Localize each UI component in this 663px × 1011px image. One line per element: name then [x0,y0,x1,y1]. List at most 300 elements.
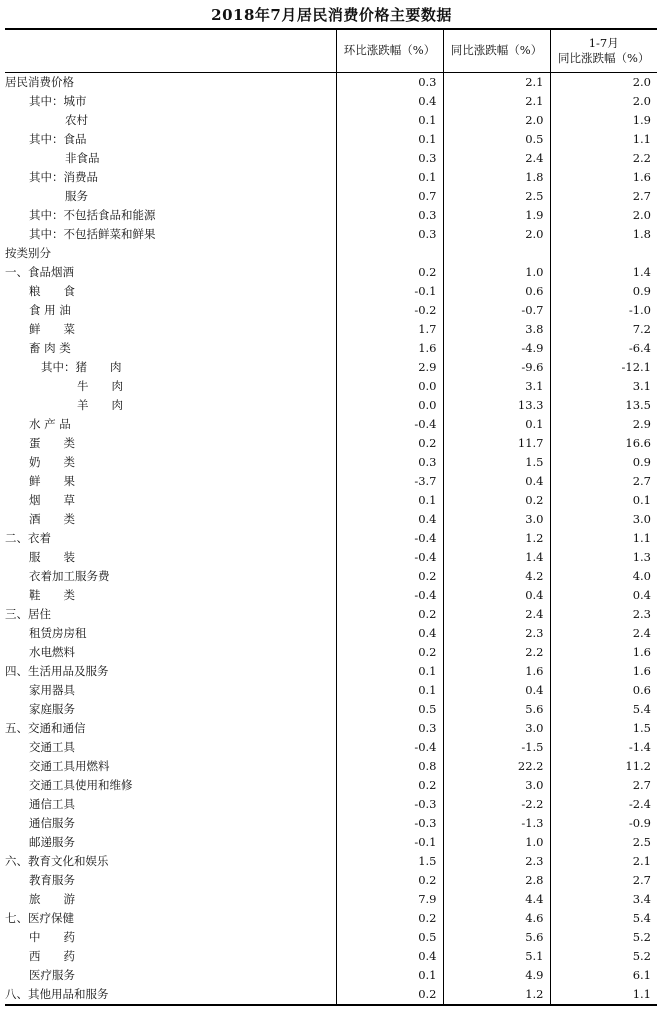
cell-yoy: 5.1 [443,947,550,966]
cell-mom: 0.4 [336,510,443,529]
row-label-text: 家庭服务 [29,701,75,716]
row-label [5,643,336,662]
table-row [5,833,657,852]
cell-mom [336,244,443,263]
row-label [5,833,336,852]
row-label-text: 租赁房房租 [29,625,87,640]
cell-mom: 0.0 [336,377,443,396]
cell-ytd: 2.7 [550,776,657,795]
row-label [5,206,336,225]
header-item [5,29,336,72]
header-row [5,29,657,72]
cell-yoy: 1.4 [443,548,550,567]
row-label-text: 鲜 菜 [29,321,75,336]
cell-ytd: 3.1 [550,377,657,396]
row-label-text: 二、衣着 [5,530,51,545]
cell-yoy: 0.4 [443,681,550,700]
cell-ytd: 1.3 [550,548,657,567]
cell-mom: 0.2 [336,871,443,890]
header-mom: 环比涨跌幅（%） [336,29,443,72]
row-label-text: 其中：不包括鲜菜和鲜果 [29,226,156,241]
row-label-text: 蛋 类 [29,435,75,450]
cell-mom: 0.2 [336,263,443,282]
cell-yoy: 2.4 [443,149,550,168]
cell-yoy: 2.0 [443,225,550,244]
cell-ytd: 0.9 [550,453,657,472]
row-label [5,795,336,814]
cell-ytd: 5.4 [550,909,657,928]
cell-mom: 0.4 [336,947,443,966]
cell-mom: 0.2 [336,776,443,795]
cell-yoy: 3.0 [443,776,550,795]
cell-yoy: 11.7 [443,434,550,453]
row-label-text: 鞋 类 [29,587,75,602]
table-row [5,510,657,529]
cell-ytd: 1.8 [550,225,657,244]
table-row [5,225,657,244]
row-label [5,244,336,263]
cell-ytd: 2.7 [550,187,657,206]
row-label [5,168,336,187]
row-label [5,263,336,282]
row-label [5,491,336,510]
row-label-text: 八、其他用品和服务 [5,986,109,1001]
cell-yoy: 0.4 [443,586,550,605]
table-row [5,757,657,776]
cell-mom: 0.1 [336,681,443,700]
table-row [5,415,657,434]
row-label [5,434,336,453]
cell-mom: -0.3 [336,795,443,814]
cell-yoy: -9.6 [443,358,550,377]
cell-ytd: 0.6 [550,681,657,700]
table-row [5,72,657,92]
cell-yoy: 1.2 [443,529,550,548]
row-label-text: 邮递服务 [29,834,75,849]
cell-yoy: 1.6 [443,662,550,681]
cell-mom: 0.3 [336,206,443,225]
table-row [5,358,657,377]
cell-yoy: 2.1 [443,92,550,111]
table-row [5,187,657,206]
row-label-text: 烟 草 [29,492,75,507]
row-label [5,377,336,396]
cell-mom: 0.1 [336,966,443,985]
table-header [5,29,657,72]
cell-yoy: -4.9 [443,339,550,358]
row-label [5,320,336,339]
row-label-text: 水 产 品 [29,416,71,431]
cell-ytd: 0.1 [550,491,657,510]
cell-ytd: 1.6 [550,662,657,681]
table-row [5,130,657,149]
cell-mom: 1.6 [336,339,443,358]
table-row [5,453,657,472]
cell-ytd: 3.4 [550,890,657,909]
cell-yoy: 22.2 [443,757,550,776]
row-label [5,586,336,605]
cell-yoy: 3.0 [443,510,550,529]
header-ytd-line2: 同比涨跌幅（%） [558,50,650,65]
table-row [5,396,657,415]
cell-ytd: -0.9 [550,814,657,833]
cell-ytd: -12.1 [550,358,657,377]
cell-mom: -0.4 [336,586,443,605]
row-label-text: 其中：城市 [29,93,87,108]
row-label [5,567,336,586]
row-label [5,890,336,909]
row-label [5,130,336,149]
row-label-text: 中 药 [29,929,75,944]
table-row [5,434,657,453]
cell-yoy: 3.8 [443,320,550,339]
row-label [5,529,336,548]
cell-yoy: 4.2 [443,567,550,586]
cell-ytd: 2.2 [550,149,657,168]
row-label [5,358,336,377]
cell-ytd: 2.0 [550,72,657,92]
cell-yoy: 2.8 [443,871,550,890]
cell-yoy: 0.2 [443,491,550,510]
row-label [5,396,336,415]
table-row [5,795,657,814]
cell-mom: 1.5 [336,852,443,871]
row-label-text: 奶 类 [29,454,75,469]
cell-ytd: 1.6 [550,643,657,662]
cell-ytd: -6.4 [550,339,657,358]
cell-mom: 2.9 [336,358,443,377]
row-label-text: 居民消费价格 [5,74,74,89]
cell-ytd: 6.1 [550,966,657,985]
row-label-text: 通信工具 [29,796,75,811]
row-label [5,415,336,434]
cell-mom: 0.3 [336,72,443,92]
cell-ytd: 2.4 [550,624,657,643]
cell-yoy: 5.6 [443,928,550,947]
table-row [5,776,657,795]
cell-mom: -0.3 [336,814,443,833]
cell-mom: -0.1 [336,282,443,301]
cell-yoy: -2.2 [443,795,550,814]
table-body [5,72,657,1005]
row-label-text: 七、医疗保健 [5,910,74,925]
row-label-text: 四、生活用品及服务 [5,663,109,678]
row-label-text: 食 用 油 [29,302,71,317]
table-row [5,738,657,757]
row-label-text: 牛 肉 [77,378,123,393]
cell-yoy: 4.9 [443,966,550,985]
cell-mom: 0.2 [336,909,443,928]
row-label [5,947,336,966]
row-label-text: 五、交通和通信 [5,720,86,735]
cell-ytd: -2.4 [550,795,657,814]
table-row [5,662,657,681]
row-label [5,985,336,1005]
row-label [5,72,336,92]
table-row [5,320,657,339]
row-label-text: 其中：猪 肉 [41,359,122,374]
table-row [5,472,657,491]
cell-yoy: 3.0 [443,719,550,738]
cell-mom: 0.1 [336,168,443,187]
table-row [5,928,657,947]
cell-mom: 0.2 [336,985,443,1005]
row-label-text: 酒 类 [29,511,75,526]
row-label [5,871,336,890]
cell-mom: -0.4 [336,529,443,548]
cell-ytd: 0.9 [550,282,657,301]
cell-yoy: 2.3 [443,624,550,643]
row-label-text: 家用器具 [29,682,75,697]
cell-mom: 0.2 [336,605,443,624]
cell-mom: 0.2 [336,567,443,586]
cell-mom: 0.5 [336,928,443,947]
cell-mom: -0.2 [336,301,443,320]
cell-yoy: 2.5 [443,187,550,206]
cell-mom: 0.2 [336,434,443,453]
table-row [5,111,657,130]
table-row [5,168,657,187]
cell-yoy: -1.3 [443,814,550,833]
cell-mom: 0.4 [336,92,443,111]
row-label [5,92,336,111]
cell-ytd: -1.4 [550,738,657,757]
cell-ytd: 5.2 [550,947,657,966]
table-row [5,871,657,890]
table-row [5,206,657,225]
row-label [5,909,336,928]
cell-mom: 0.1 [336,111,443,130]
row-label [5,757,336,776]
row-label-text: 服务 [65,188,88,203]
cell-yoy: 1.8 [443,168,550,187]
row-label-text: 西 药 [29,948,75,963]
row-label [5,472,336,491]
table-row [5,263,657,282]
cell-mom: 1.7 [336,320,443,339]
row-label [5,738,336,757]
table-row [5,301,657,320]
row-label-text: 羊 肉 [77,397,123,412]
row-label-text: 通信服务 [29,815,75,830]
row-label-text: 其中：食品 [29,131,87,146]
row-label-text: 按类别分 [5,245,51,260]
cell-mom: -0.1 [336,833,443,852]
cell-yoy: 2.2 [443,643,550,662]
table-row [5,909,657,928]
table-row [5,985,657,1005]
row-label [5,966,336,985]
header-ytd-line1: 1-7月 [588,35,619,50]
row-label-text: 交通工具使用和维修 [29,777,133,792]
cell-ytd: 5.2 [550,928,657,947]
table-row [5,643,657,662]
cell-mom: -0.4 [336,548,443,567]
table-row [5,92,657,111]
cell-ytd: 2.5 [550,833,657,852]
row-label [5,453,336,472]
table-row [5,700,657,719]
row-label [5,719,336,738]
cell-yoy: 4.4 [443,890,550,909]
cell-mom: -0.4 [336,738,443,757]
row-label [5,776,336,795]
cell-ytd [550,244,657,263]
cell-yoy: -1.5 [443,738,550,757]
table-row [5,852,657,871]
cell-ytd: 1.1 [550,985,657,1005]
cell-mom: 0.0 [336,396,443,415]
table-row [5,890,657,909]
table-row [5,814,657,833]
cell-ytd: 2.0 [550,206,657,225]
row-label [5,700,336,719]
cell-ytd: 1.1 [550,130,657,149]
table-row [5,529,657,548]
row-label-text: 农村 [65,112,88,127]
cell-mom: 0.3 [336,453,443,472]
cell-yoy: 1.2 [443,985,550,1005]
table-row [5,605,657,624]
table-row [5,244,657,263]
table-row [5,491,657,510]
cell-yoy: 13.3 [443,396,550,415]
cell-mom: 7.9 [336,890,443,909]
row-label-text: 粮 食 [29,283,75,298]
row-label [5,149,336,168]
cell-ytd: 2.1 [550,852,657,871]
row-label-text: 非食品 [65,150,100,165]
cell-yoy: 0.5 [443,130,550,149]
table-row [5,681,657,700]
cell-ytd: 5.4 [550,700,657,719]
cell-yoy: 1.5 [443,453,550,472]
cell-ytd: 2.0 [550,92,657,111]
cell-yoy: 4.6 [443,909,550,928]
table-row [5,624,657,643]
cell-mom: 0.4 [336,624,443,643]
cell-ytd: 1.5 [550,719,657,738]
cell-ytd: 2.7 [550,871,657,890]
cell-ytd: 16.6 [550,434,657,453]
cell-ytd: 2.7 [550,472,657,491]
row-label [5,187,336,206]
cell-mom: 0.7 [336,187,443,206]
cell-ytd: 2.9 [550,415,657,434]
table-title: 2018年7月居民消费价格主要数据 [211,6,452,24]
row-label-text: 交通工具用燃料 [29,758,110,773]
cell-yoy: 0.4 [443,472,550,491]
cell-mom: 0.2 [336,643,443,662]
cell-yoy: 3.1 [443,377,550,396]
row-label-text: 其中：消费品 [29,169,98,184]
cell-ytd: 1.4 [550,263,657,282]
cell-ytd: 13.5 [550,396,657,415]
cell-yoy: 2.4 [443,605,550,624]
cell-ytd: 4.0 [550,567,657,586]
row-label [5,928,336,947]
row-label-text: 六、教育文化和娱乐 [5,853,109,868]
row-label-text: 医疗服务 [29,967,75,982]
cell-yoy: -0.7 [443,301,550,320]
cell-yoy: 1.0 [443,833,550,852]
cell-ytd: -1.0 [550,301,657,320]
table-row [5,966,657,985]
table-row [5,282,657,301]
row-label [5,814,336,833]
cell-mom: 0.3 [336,719,443,738]
row-label [5,225,336,244]
cell-ytd: 0.4 [550,586,657,605]
table-row [5,339,657,358]
row-label [5,339,336,358]
row-label-text: 其中：不包括食品和能源 [29,207,156,222]
table-row [5,586,657,605]
cell-mom: -0.4 [336,415,443,434]
row-label [5,301,336,320]
cell-yoy: 1.0 [443,263,550,282]
row-label-text: 一、食品烟酒 [5,264,74,279]
cell-yoy: 2.3 [443,852,550,871]
cpi-table [5,28,657,1006]
table-row [5,548,657,567]
row-label-text: 衣着加工服务费 [29,568,110,583]
cell-mom: 0.1 [336,130,443,149]
cell-mom: 0.1 [336,491,443,510]
table-row [5,377,657,396]
row-label [5,548,336,567]
cell-ytd: 2.3 [550,605,657,624]
row-label-text: 水电燃料 [29,644,75,659]
cell-yoy: 2.0 [443,111,550,130]
row-label [5,111,336,130]
header-yoy: 同比涨跌幅（%） [443,29,550,72]
row-label-text: 畜 肉 类 [29,340,71,355]
cell-yoy: 2.1 [443,72,550,92]
cell-mom: 0.1 [336,662,443,681]
cell-mom: 0.8 [336,757,443,776]
cell-ytd: 1.9 [550,111,657,130]
table-row [5,149,657,168]
cell-ytd: 1.6 [550,168,657,187]
row-label [5,852,336,871]
row-label-text: 交通工具 [29,739,75,754]
cell-yoy: 0.6 [443,282,550,301]
cell-ytd: 11.2 [550,757,657,776]
row-label-text: 服 装 [29,549,75,564]
cell-yoy: 5.6 [443,700,550,719]
cell-mom: 0.3 [336,225,443,244]
cell-mom: 0.5 [336,700,443,719]
header-ytd [550,29,657,72]
cell-yoy [443,244,550,263]
row-label [5,662,336,681]
row-label [5,282,336,301]
cell-mom: -3.7 [336,472,443,491]
cell-ytd: 7.2 [550,320,657,339]
table-row [5,567,657,586]
cell-mom: 0.3 [336,149,443,168]
table-row [5,947,657,966]
cell-yoy: 0.1 [443,415,550,434]
row-label-text: 三、居住 [5,606,51,621]
cell-ytd: 1.1 [550,529,657,548]
cell-yoy: 1.9 [443,206,550,225]
table-row [5,719,657,738]
cell-ytd: 3.0 [550,510,657,529]
row-label [5,624,336,643]
row-label-text: 旅 游 [29,891,75,906]
